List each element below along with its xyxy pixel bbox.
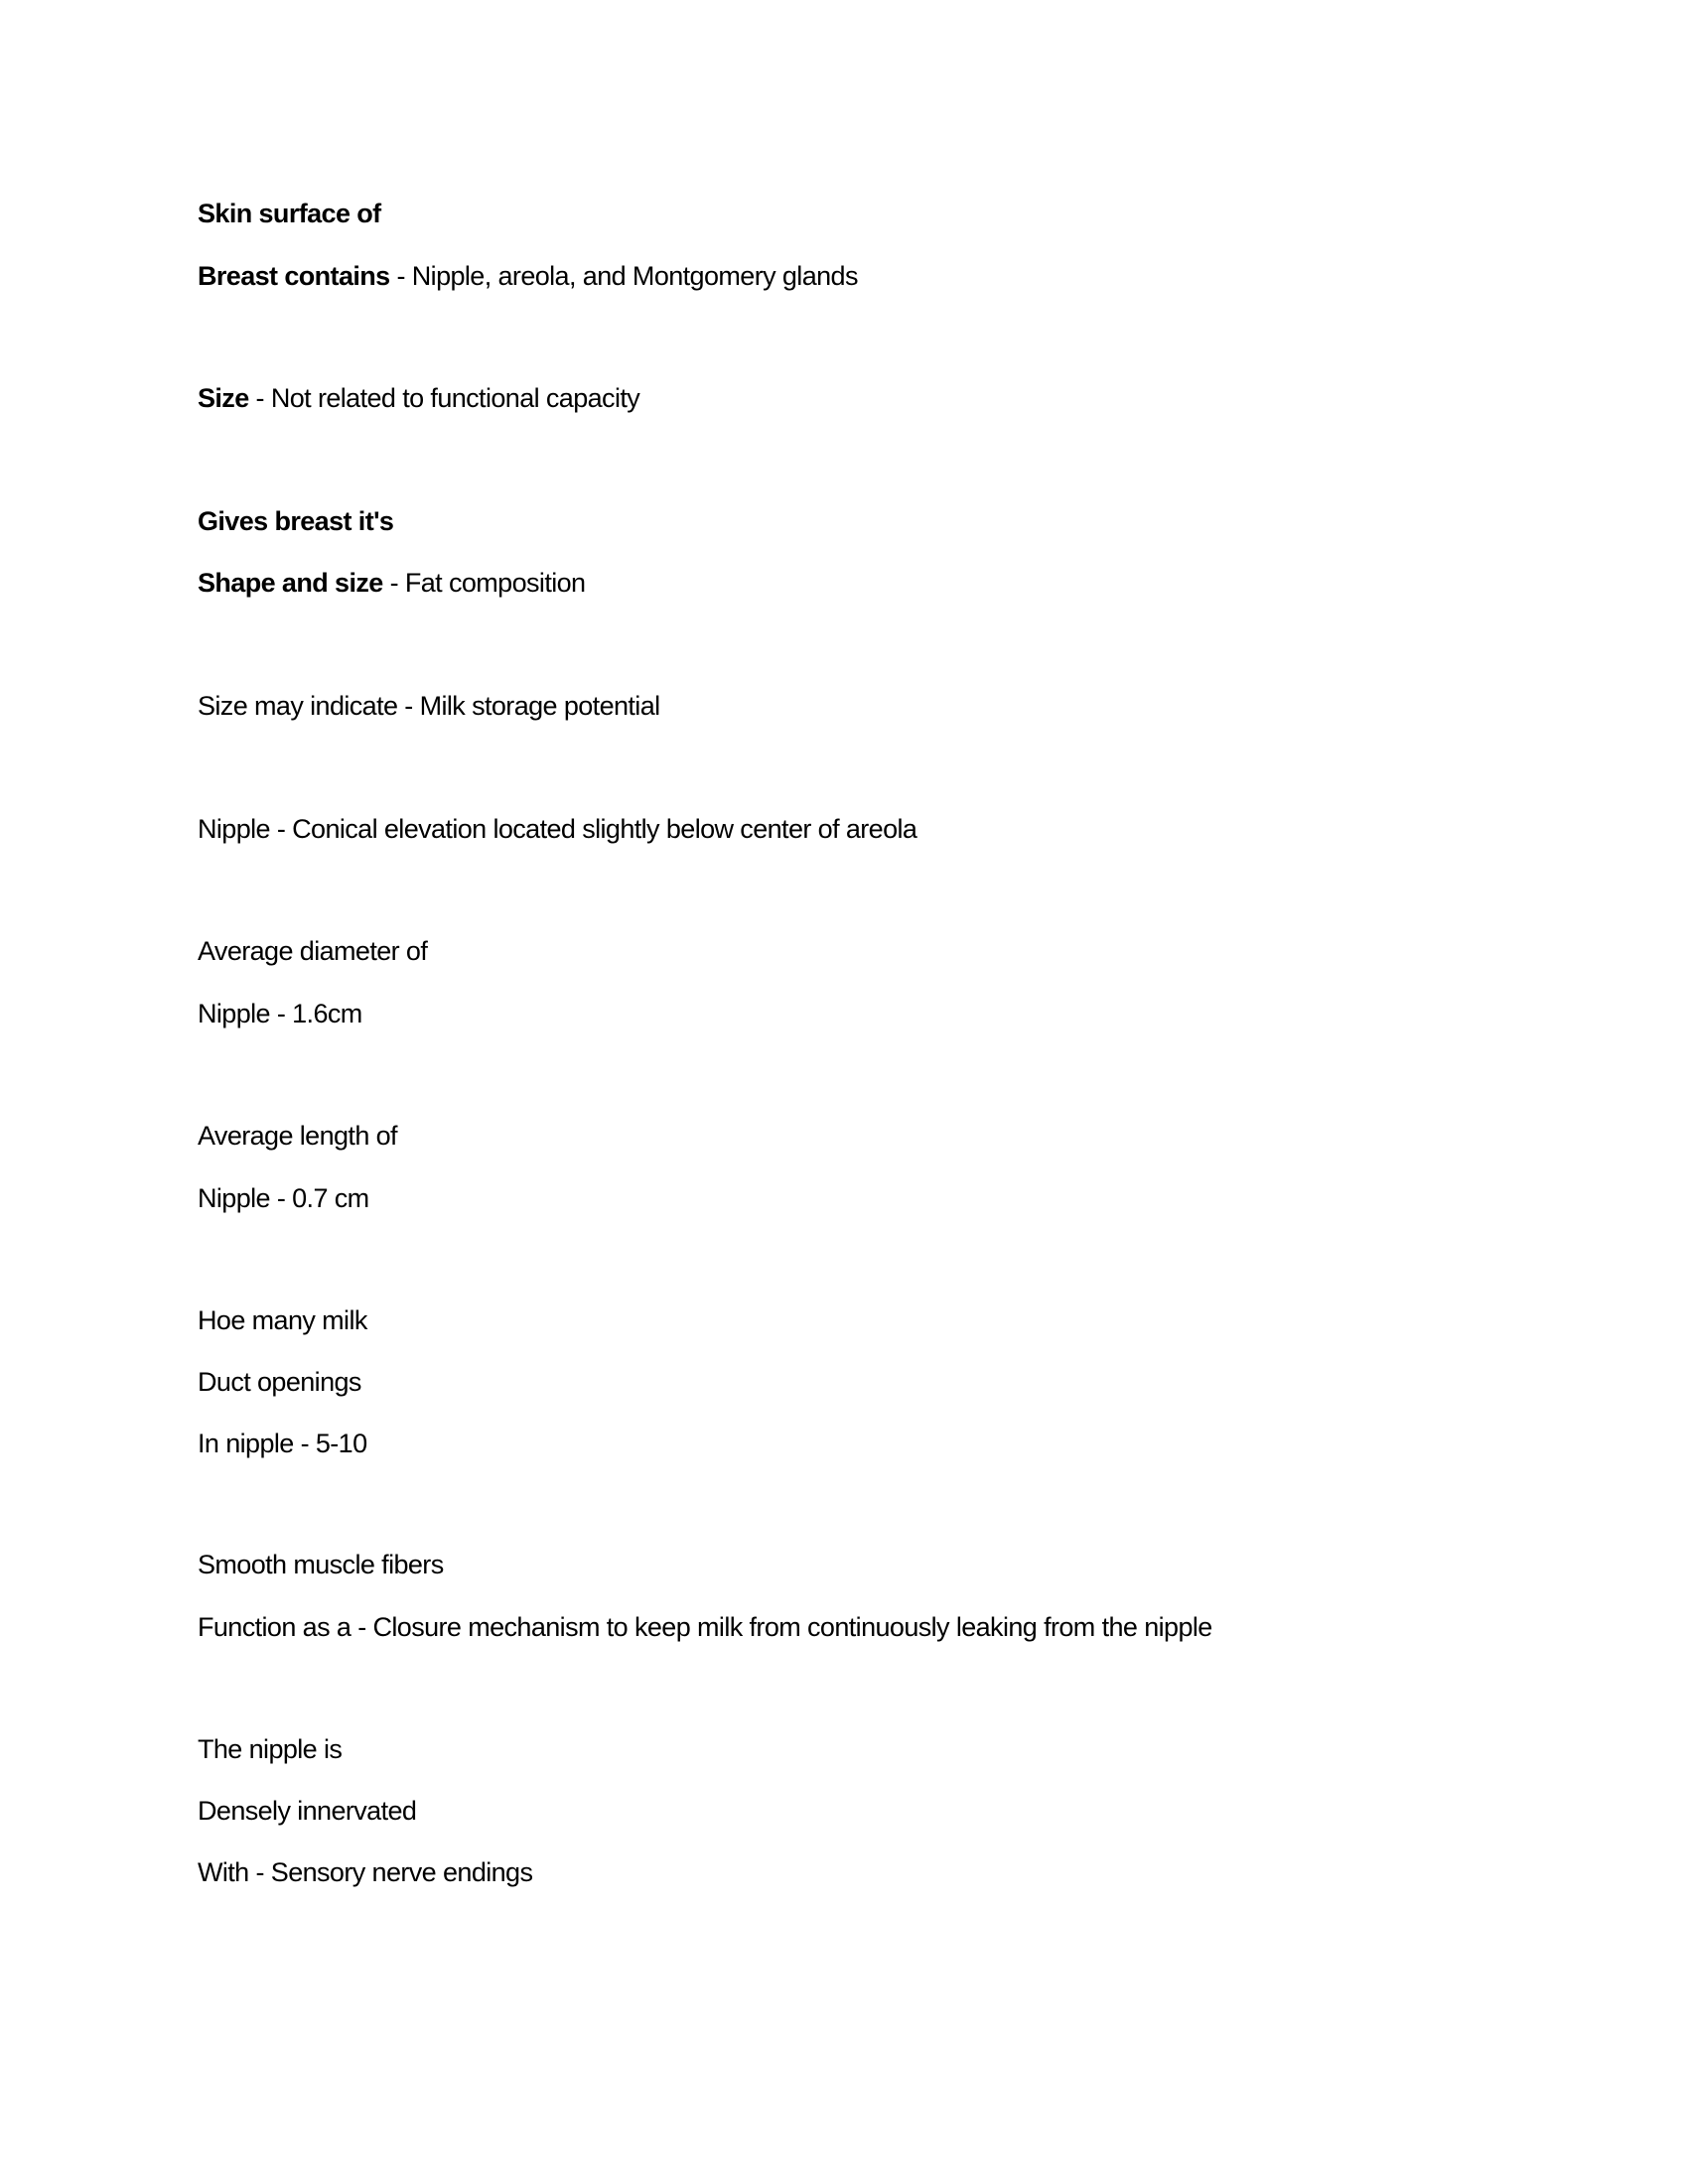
line-gives-breast — [198, 504, 393, 538]
definition-text: Average diameter of — [198, 936, 428, 966]
definition-text: - Not related to functional capacity — [248, 383, 640, 413]
definition-text: In nipple - 5-10 — [198, 1429, 367, 1458]
definition-text: Average length of — [198, 1121, 397, 1151]
definition-text: Duct openings — [198, 1367, 361, 1397]
line-nipple-definition — [198, 812, 916, 846]
definition-text: The nipple is — [198, 1734, 343, 1764]
line-duct-openings — [198, 1365, 361, 1399]
line-breast-contains — [198, 259, 858, 293]
line-average-diameter — [198, 934, 427, 968]
definition-text: With - Sensory nerve endings — [198, 1857, 533, 1887]
line-in-nipple-count — [198, 1427, 367, 1460]
definition-text: Densely innervated — [198, 1796, 417, 1826]
term-bold: Shape and size — [198, 568, 383, 598]
definition-text: - Fat composition — [382, 568, 586, 598]
term-bold: Gives breast it's — [198, 506, 394, 536]
line-shape-and-size — [198, 566, 585, 600]
definition-text: Smooth muscle fibers — [198, 1550, 444, 1579]
definition-text: - Nipple, areola, and Montgomery glands — [389, 261, 858, 291]
line-size-may-indicate — [198, 689, 660, 723]
line-average-length — [198, 1119, 397, 1153]
definition-text: Nipple - 0.7 cm — [198, 1183, 369, 1213]
definition-text: Hoe many milk — [198, 1305, 367, 1335]
line-function-closure — [198, 1610, 1212, 1644]
definition-text: Nipple - Conical elevation located slightly below center of areola — [198, 814, 917, 844]
line-how-many-milk — [198, 1303, 367, 1337]
line-nipple-diameter-value — [198, 997, 362, 1030]
definition-text: Size may indicate - Milk storage potential — [198, 691, 660, 721]
line-sensory-nerve-endings — [198, 1855, 532, 1889]
line-nipple-length-value — [198, 1181, 369, 1215]
line-densely-innervated — [198, 1794, 416, 1828]
line-skin-surface — [198, 197, 381, 230]
term-bold: Skin surface of — [198, 199, 381, 228]
term-bold: Breast contains — [198, 261, 390, 291]
definition-text: Function as a - Closure mechanism to keep milk from continuously leaking from the nipple — [198, 1612, 1212, 1642]
line-size — [198, 381, 639, 415]
line-the-nipple-is — [198, 1732, 342, 1766]
line-smooth-muscle — [198, 1548, 444, 1581]
term-bold: Size — [198, 383, 249, 413]
definition-text: Nipple - 1.6cm — [198, 999, 362, 1028]
